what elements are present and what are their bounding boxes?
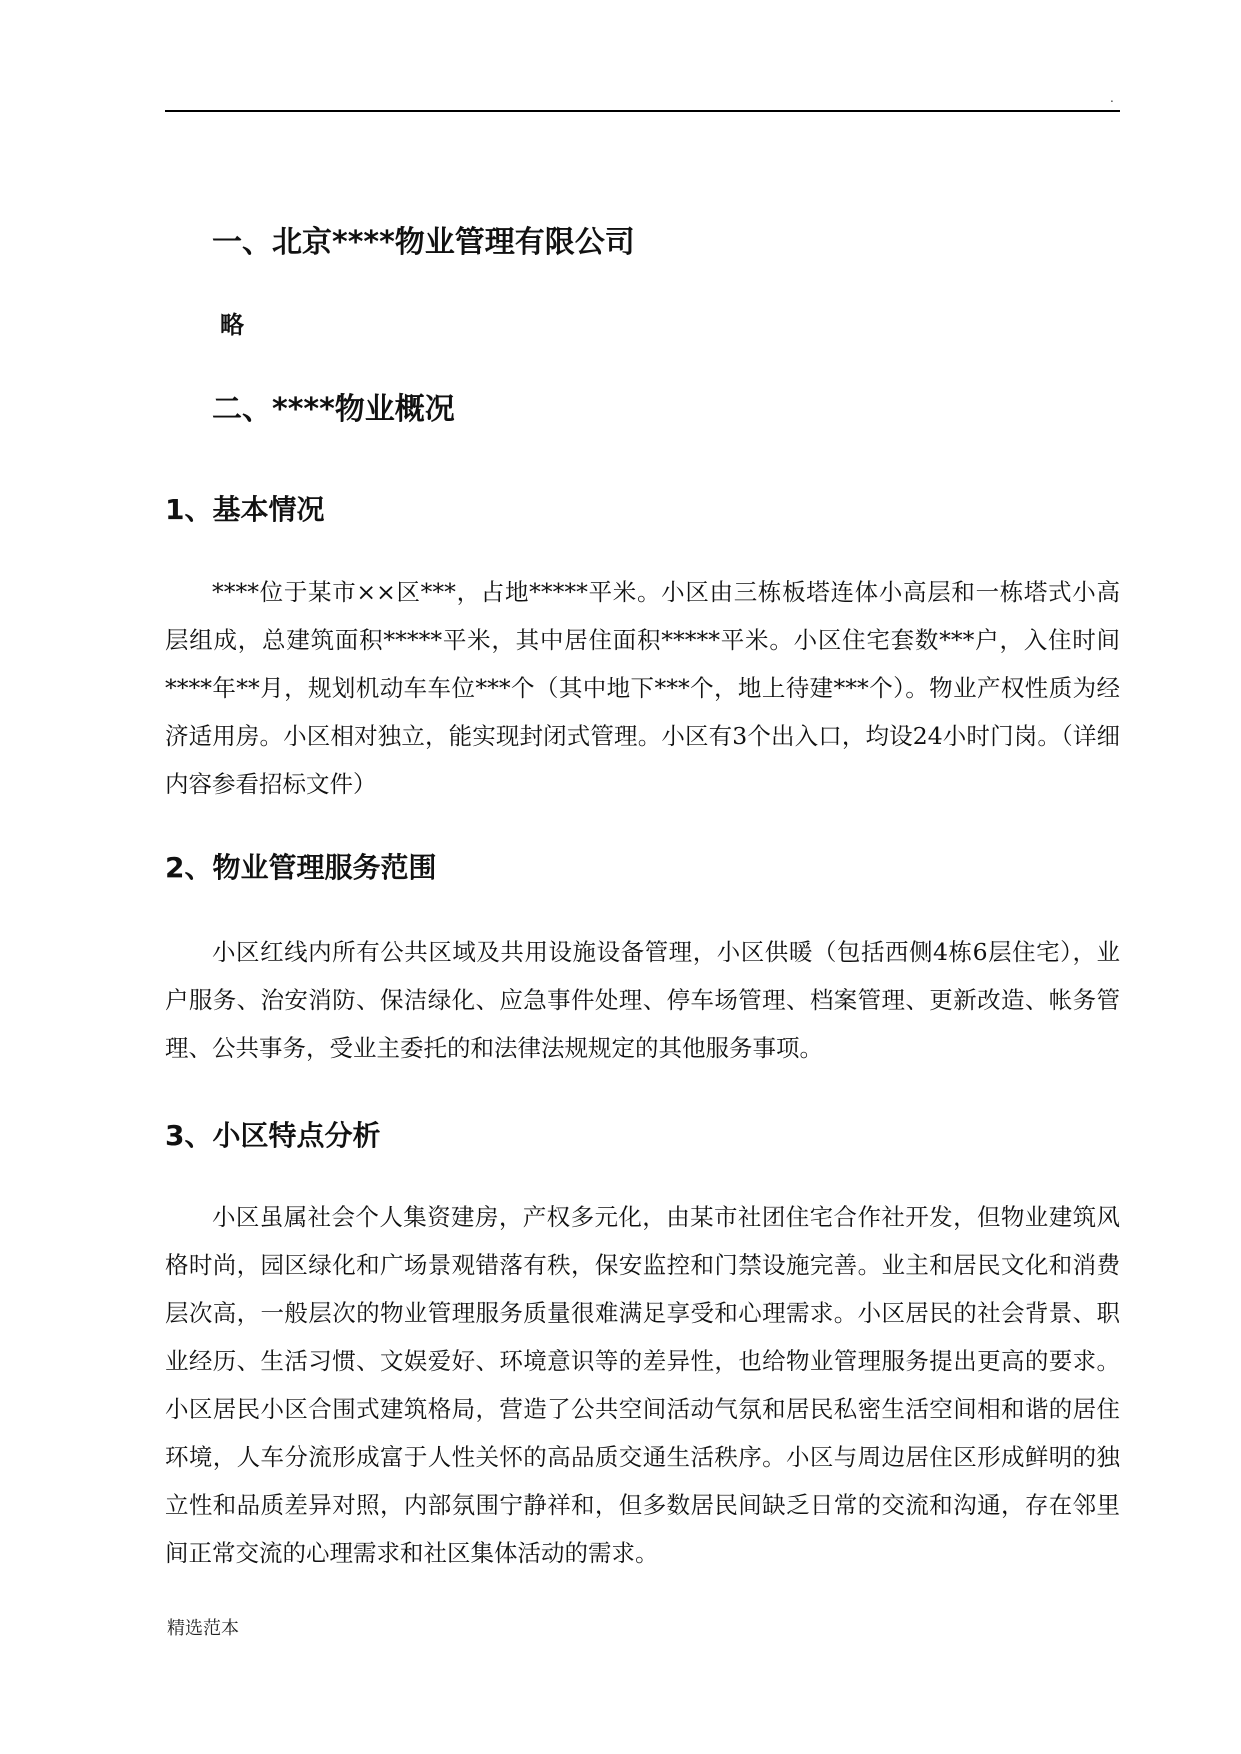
paragraph-community-analysis: 小区虽属社会个人集资建房，产权多元化，由某市社团住宅合作社开发，但物业建筑风格时尚，园区绿化和广场景观错落有秩，保安监控和门禁设施完善。业主和居民文化和消费层次高，一般层次的物业管理服务质量很难满足享受和心理需求。小区居民的社会背景、职业经历、生活习惯、文娱爱好、环境意识等的差异性，也给物业管理服务提出更高的要求。小区居民小区合围式建筑格局，营造了公共空间活动气氛和居民私密生活空间相和谐的居住环境，人车分流形成富于人性关怀的高品质交通生活秩序。小区与周边居住区形成鲜明的独立性和品质差异对照，内部氛围宁静祥和，但多数居民间缺乏日常的交流和沟通，存在邻里间正常交流的心理需求和社区集体活动的需求。 — [165, 1203, 1120, 1567]
heading-basic-info: 1、基本情况 — [165, 493, 325, 526]
header-mark: . — [1110, 91, 1114, 105]
header-rule — [165, 110, 1120, 112]
paragraph-basic-info: ****位于某市××区***，占地*****平米。小区由三栋板塔连体小高层和一栋塔式小高层组成，总建筑面积*****平米，其中居住面积*****平米。小区住宅套数***户，入住时间****年**月，规划机动车车位***个（其中地下***个，地上待建***个）。物业产权性质为经济适用房。小区相对独立，能实现封闭式管理。小区有3个出入口，均设24小时门岗。（详细内容参看招标文件） — [165, 578, 1120, 798]
paragraph-service-scope: 小区红线内所有公共区域及共用设施设备管理，小区供暖（包括西侧4栋6层住宅），业户服务、治安消防、保洁绿化、应急事件处理、停车场管理、档案管理、更新改造、帐务管理、公共事务，受业主委托的和法律法规规定的其他服务事项。 — [165, 938, 1120, 1062]
company-note: 略 — [220, 311, 244, 339]
heading-community-analysis: 3、小区特点分析 — [165, 1119, 381, 1152]
heading-company: 一、北京****物业管理有限公司 — [212, 225, 635, 260]
heading-service-scope: 2、物业管理服务范围 — [165, 851, 437, 884]
footer-label: 精选范本 — [167, 1618, 239, 1639]
heading-overview: 二、****物业概况 — [212, 392, 455, 427]
